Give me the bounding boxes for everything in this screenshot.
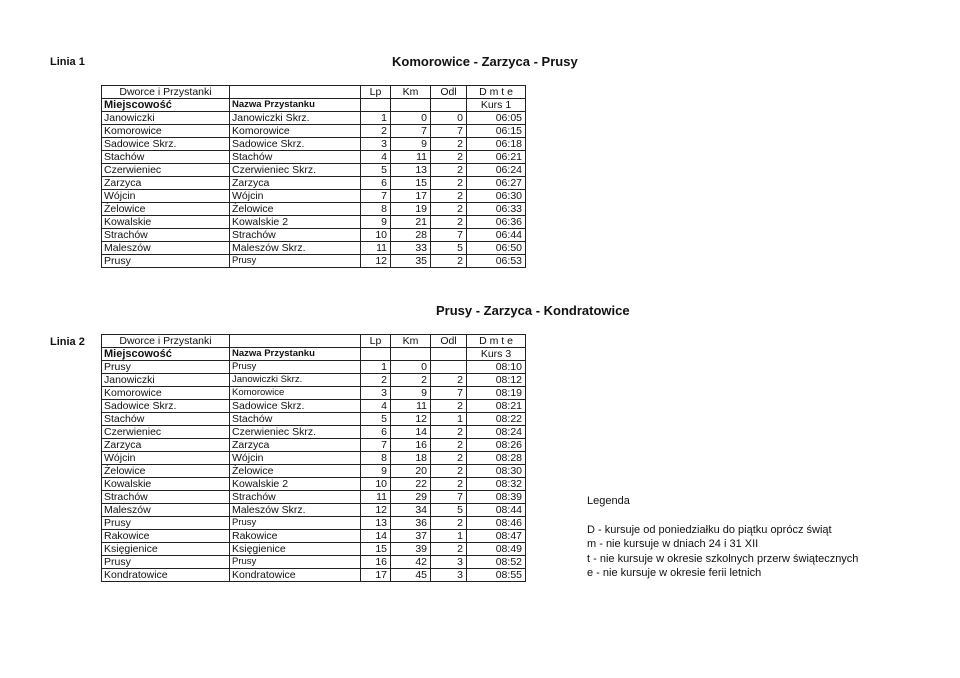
cell-km: 17 xyxy=(391,190,431,203)
cell-stop: Czerwieniec Skrz. xyxy=(230,426,361,439)
cell-stop: Komorowice xyxy=(230,125,361,138)
header-row xyxy=(102,86,526,99)
subheader-blank xyxy=(361,99,391,112)
cell-km: 0 xyxy=(391,361,431,374)
subheader-course: Kurs 3 xyxy=(467,348,526,361)
cell-town: Stachów xyxy=(102,151,230,164)
cell-odl: 2 xyxy=(431,216,467,229)
cell-stop: Księgienice xyxy=(230,543,361,556)
cell-lp: 15 xyxy=(361,543,391,556)
table-row xyxy=(102,255,526,268)
table-row xyxy=(102,400,526,413)
cell-stop: Sadowice Skrz. xyxy=(230,138,361,151)
cell-km: 37 xyxy=(391,530,431,543)
cell-town: Kowalskie xyxy=(102,216,230,229)
cell-town: Maleszów xyxy=(102,504,230,517)
cell-odl: 2 xyxy=(431,255,467,268)
cell-km: 19 xyxy=(391,203,431,216)
cell-time: 06:18 xyxy=(467,138,526,151)
table-row xyxy=(102,413,526,426)
cell-lp: 8 xyxy=(361,452,391,465)
cell-lp: 12 xyxy=(361,504,391,517)
cell-lp: 5 xyxy=(361,413,391,426)
cell-time: 06:44 xyxy=(467,229,526,242)
header-stops: Dworce i Przystanki xyxy=(102,86,230,99)
cell-lp: 10 xyxy=(361,229,391,242)
cell-odl: 2 xyxy=(431,517,467,530)
cell-town: Prusy xyxy=(102,361,230,374)
line-1-label: Linia 1 xyxy=(50,56,85,68)
table-row xyxy=(102,216,526,229)
cell-stop: Kowalskie 2 xyxy=(230,216,361,229)
header-odl: Odl xyxy=(431,335,467,348)
header-row xyxy=(102,335,526,348)
cell-lp: 1 xyxy=(361,112,391,125)
cell-lp: 17 xyxy=(361,569,391,582)
cell-time: 06:24 xyxy=(467,164,526,177)
cell-time: 08:49 xyxy=(467,543,526,556)
cell-stop: Strachów xyxy=(230,229,361,242)
cell-time: 06:21 xyxy=(467,151,526,164)
cell-town: Komorowice xyxy=(102,387,230,400)
cell-time: 06:30 xyxy=(467,190,526,203)
cell-km: 11 xyxy=(391,151,431,164)
cell-odl: 7 xyxy=(431,491,467,504)
cell-time: 06:36 xyxy=(467,216,526,229)
cell-km: 7 xyxy=(391,125,431,138)
table-row xyxy=(102,112,526,125)
cell-lp: 11 xyxy=(361,491,391,504)
cell-lp: 12 xyxy=(361,255,391,268)
subheader-row xyxy=(102,348,526,361)
cell-town: Strachów xyxy=(102,491,230,504)
cell-stop: Prusy xyxy=(230,556,361,569)
cell-stop: Rakowice xyxy=(230,530,361,543)
legend-item-d: D - kursuje od poniedziałku do piątku oprócz świąt xyxy=(587,523,832,536)
cell-stop: Zarzyca xyxy=(230,439,361,452)
cell-lp: 7 xyxy=(361,439,391,452)
cell-time: 08:12 xyxy=(467,374,526,387)
cell-odl: 1 xyxy=(431,413,467,426)
cell-km: 9 xyxy=(391,138,431,151)
cell-lp: 6 xyxy=(361,426,391,439)
cell-lp: 9 xyxy=(361,216,391,229)
cell-town: Sadowice Skrz. xyxy=(102,400,230,413)
cell-lp: 4 xyxy=(361,151,391,164)
cell-stop: Janowiczki Skrz. xyxy=(230,112,361,125)
cell-odl: 2 xyxy=(431,478,467,491)
cell-odl: 2 xyxy=(431,543,467,556)
cell-town: Janowiczki xyxy=(102,374,230,387)
cell-odl: 2 xyxy=(431,465,467,478)
cell-lp: 14 xyxy=(361,530,391,543)
cell-time: 08:19 xyxy=(467,387,526,400)
cell-town: Sadowice Skrz. xyxy=(102,138,230,151)
cell-time: 08:10 xyxy=(467,361,526,374)
cell-stop: Sadowice Skrz. xyxy=(230,400,361,413)
cell-lp: 3 xyxy=(361,138,391,151)
subheader-stop: Nazwa Przystanku xyxy=(230,99,361,112)
cell-odl: 7 xyxy=(431,387,467,400)
cell-time: 08:44 xyxy=(467,504,526,517)
cell-stop: Prusy xyxy=(230,517,361,530)
cell-odl: 2 xyxy=(431,177,467,190)
cell-km: 28 xyxy=(391,229,431,242)
legend-item-e: e - nie kursuje w okresie ferii letnich xyxy=(587,567,762,579)
header-odl: Odl xyxy=(431,86,467,99)
table-row xyxy=(102,478,526,491)
header-days: D m t e xyxy=(467,86,526,99)
header-lp: Lp xyxy=(361,335,391,348)
cell-odl: 2 xyxy=(431,452,467,465)
cell-stop: Wójcin xyxy=(230,190,361,203)
cell-odl: 2 xyxy=(431,426,467,439)
cell-town: Komorowice xyxy=(102,125,230,138)
cell-lp: 11 xyxy=(361,242,391,255)
cell-lp: 6 xyxy=(361,177,391,190)
cell-town: Księgienice xyxy=(102,543,230,556)
cell-stop: Strachów xyxy=(230,491,361,504)
cell-km: 39 xyxy=(391,543,431,556)
subheader-blank xyxy=(431,348,467,361)
cell-odl: 2 xyxy=(431,164,467,177)
cell-town: Maleszów xyxy=(102,242,230,255)
cell-stop: Maleszów Skrz. xyxy=(230,242,361,255)
header-lp: Lp xyxy=(361,86,391,99)
cell-time: 08:30 xyxy=(467,465,526,478)
legend xyxy=(587,494,858,581)
cell-km: 14 xyxy=(391,426,431,439)
cell-lp: 8 xyxy=(361,203,391,216)
cell-town: Kondratowice xyxy=(102,569,230,582)
cell-town: Czerwieniec xyxy=(102,426,230,439)
table-row xyxy=(102,465,526,478)
cell-lp: 7 xyxy=(361,190,391,203)
cell-stop: Prusy xyxy=(230,255,361,268)
cell-km: 0 xyxy=(391,112,431,125)
cell-town: Prusy xyxy=(102,255,230,268)
cell-stop: Czerwieniec Skrz. xyxy=(230,164,361,177)
subheader-row xyxy=(102,99,526,112)
table-row xyxy=(102,569,526,582)
line-2-route-title: Prusy - Zarzyca - Kondratowice xyxy=(436,303,630,318)
cell-time: 08:52 xyxy=(467,556,526,569)
cell-odl: 0 xyxy=(431,112,467,125)
cell-town: Prusy xyxy=(102,517,230,530)
cell-km: 13 xyxy=(391,164,431,177)
cell-km: 21 xyxy=(391,216,431,229)
table-row xyxy=(102,517,526,530)
cell-time: 08:22 xyxy=(467,413,526,426)
cell-time: 06:50 xyxy=(467,242,526,255)
cell-odl: 1 xyxy=(431,530,467,543)
cell-odl: 2 xyxy=(431,400,467,413)
table-row xyxy=(102,125,526,138)
cell-town: Żelowice xyxy=(102,465,230,478)
cell-odl: 2 xyxy=(431,151,467,164)
header-days: D m t e xyxy=(467,335,526,348)
cell-stop: Wójcin xyxy=(230,452,361,465)
cell-stop: Stachów xyxy=(230,413,361,426)
subheader-blank xyxy=(361,348,391,361)
table-row xyxy=(102,426,526,439)
cell-km: 16 xyxy=(391,439,431,452)
cell-stop: Komorowice xyxy=(230,387,361,400)
cell-stop: Zarzyca xyxy=(230,177,361,190)
cell-time: 08:24 xyxy=(467,426,526,439)
cell-km: 34 xyxy=(391,504,431,517)
cell-town: Zarzyca xyxy=(102,177,230,190)
cell-odl: 2 xyxy=(431,374,467,387)
cell-time: 06:05 xyxy=(467,112,526,125)
cell-odl: 3 xyxy=(431,569,467,582)
cell-odl: 5 xyxy=(431,504,467,517)
table-row xyxy=(102,203,526,216)
cell-km: 12 xyxy=(391,413,431,426)
header-blank xyxy=(230,335,361,348)
line-2-label: Linia 2 xyxy=(50,336,85,348)
cell-stop: Żelowice xyxy=(230,465,361,478)
cell-odl: 2 xyxy=(431,439,467,452)
cell-km: 33 xyxy=(391,242,431,255)
table-row xyxy=(102,439,526,452)
cell-lp: 5 xyxy=(361,164,391,177)
cell-time: 06:33 xyxy=(467,203,526,216)
header-km: Km xyxy=(391,335,431,348)
cell-town: Czerwieniec xyxy=(102,164,230,177)
cell-town: Żelowice xyxy=(102,203,230,216)
cell-lp: 2 xyxy=(361,374,391,387)
subheader-blank xyxy=(391,348,431,361)
table-row xyxy=(102,138,526,151)
cell-lp: 3 xyxy=(361,387,391,400)
table-row xyxy=(102,491,526,504)
cell-lp: 10 xyxy=(361,478,391,491)
cell-lp: 9 xyxy=(361,465,391,478)
cell-km: 35 xyxy=(391,255,431,268)
line-1-timetable xyxy=(101,85,526,268)
table-row xyxy=(102,151,526,164)
legend-item-t: t - nie kursuje w okresie szkolnych przerw świątecznych xyxy=(587,552,859,565)
cell-km: 36 xyxy=(391,517,431,530)
cell-time: 08:21 xyxy=(467,400,526,413)
cell-time: 08:55 xyxy=(467,569,526,582)
cell-time: 06:53 xyxy=(467,255,526,268)
cell-stop: Prusy xyxy=(230,361,361,374)
cell-town: Wójcin xyxy=(102,452,230,465)
cell-stop: Maleszów Skrz. xyxy=(230,504,361,517)
cell-km: 15 xyxy=(391,177,431,190)
cell-town: Kowalskie xyxy=(102,478,230,491)
cell-lp: 2 xyxy=(361,125,391,138)
legend-title: Legenda xyxy=(587,495,630,507)
subheader-town: Miejscowość xyxy=(102,348,230,361)
table-row xyxy=(102,504,526,517)
header-blank xyxy=(230,86,361,99)
table-row xyxy=(102,164,526,177)
cell-km: 11 xyxy=(391,400,431,413)
cell-town: Zarzyca xyxy=(102,439,230,452)
table-row xyxy=(102,452,526,465)
cell-stop: Kondratowice xyxy=(230,569,361,582)
subheader-town: Miejscowość xyxy=(102,99,230,112)
cell-stop: Stachów xyxy=(230,151,361,164)
line-1-route-title: Komorowice - Zarzyca - Prusy xyxy=(392,54,578,69)
cell-odl: 5 xyxy=(431,242,467,255)
cell-km: 45 xyxy=(391,569,431,582)
legend-item-m: m - nie kursuje w dniach 24 i 31 XII xyxy=(587,538,759,550)
cell-town: Prusy xyxy=(102,556,230,569)
table-row xyxy=(102,229,526,242)
cell-km: 42 xyxy=(391,556,431,569)
subheader-blank xyxy=(391,99,431,112)
cell-km: 22 xyxy=(391,478,431,491)
table-row xyxy=(102,387,526,400)
cell-time: 08:47 xyxy=(467,530,526,543)
cell-odl: 2 xyxy=(431,138,467,151)
cell-town: Rakowice xyxy=(102,530,230,543)
subheader-blank xyxy=(431,99,467,112)
cell-odl xyxy=(431,361,467,374)
header-km: Km xyxy=(391,86,431,99)
table-row xyxy=(102,242,526,255)
cell-stop: Kowalskie 2 xyxy=(230,478,361,491)
cell-odl: 2 xyxy=(431,203,467,216)
cell-stop: Janowiczki Skrz. xyxy=(230,374,361,387)
cell-lp: 16 xyxy=(361,556,391,569)
table-row xyxy=(102,177,526,190)
table-row xyxy=(102,374,526,387)
table-row xyxy=(102,556,526,569)
cell-lp: 13 xyxy=(361,517,391,530)
table-row xyxy=(102,190,526,203)
cell-km: 18 xyxy=(391,452,431,465)
cell-time: 08:28 xyxy=(467,452,526,465)
table-row xyxy=(102,361,526,374)
cell-town: Strachów xyxy=(102,229,230,242)
cell-time: 08:46 xyxy=(467,517,526,530)
cell-time: 06:15 xyxy=(467,125,526,138)
subheader-course: Kurs 1 xyxy=(467,99,526,112)
header-stops: Dworce i Przystanki xyxy=(102,335,230,348)
cell-town: Janowiczki xyxy=(102,112,230,125)
cell-odl: 7 xyxy=(431,229,467,242)
table-row xyxy=(102,530,526,543)
cell-lp: 4 xyxy=(361,400,391,413)
cell-stop: Żelowice xyxy=(230,203,361,216)
cell-km: 29 xyxy=(391,491,431,504)
cell-lp: 1 xyxy=(361,361,391,374)
subheader-stop: Nazwa Przystanku xyxy=(230,348,361,361)
cell-km: 2 xyxy=(391,374,431,387)
cell-town: Wójcin xyxy=(102,190,230,203)
cell-odl: 2 xyxy=(431,190,467,203)
table-row xyxy=(102,543,526,556)
cell-time: 08:26 xyxy=(467,439,526,452)
cell-odl: 3 xyxy=(431,556,467,569)
cell-time: 06:27 xyxy=(467,177,526,190)
cell-km: 9 xyxy=(391,387,431,400)
cell-time: 08:32 xyxy=(467,478,526,491)
cell-town: Stachów xyxy=(102,413,230,426)
line-2-timetable xyxy=(101,334,526,582)
cell-odl: 7 xyxy=(431,125,467,138)
cell-km: 20 xyxy=(391,465,431,478)
cell-time: 08:39 xyxy=(467,491,526,504)
